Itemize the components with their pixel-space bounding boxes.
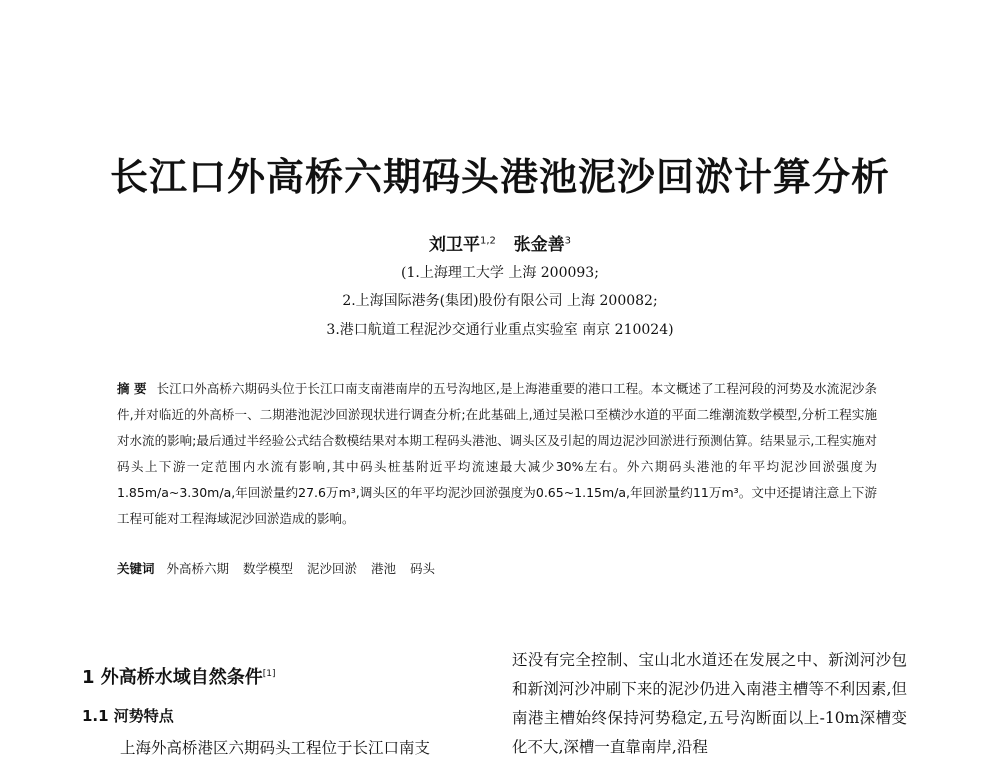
paper-title: 长江口外高桥六期码头港池泥沙回淤计算分析 [109,154,890,199]
affiliation-3: 3.港口航道工程泥沙交通行业重点实验室 南京 210024) [326,322,674,338]
author-affiliation-mark: 3 [564,235,572,247]
section-heading-text: 1 外高桥水域自然条件 [82,667,263,688]
citation-ref: [1] [262,669,276,679]
keyword: 数学模型 [243,561,294,576]
author-name: 刘卫平 [428,235,480,255]
right-column-text: 还没有完全控制、宝山北水道还在发展之中、新浏河沙包和新浏河沙冲刷下来的泥沙仍进入南港主槽等不利因素,但南港主槽始终保持河势稳定,五号沟断面以上-10m深槽变化不大,深槽一直靠南岸,沿程 [512,651,907,756]
section-heading [82,663,482,689]
affiliation-2: 2.上海国际港务(集团)股份有限公司 上海 200082; [342,293,658,309]
keywords [117,559,877,577]
author-affiliation-mark: 1,2 [479,235,496,247]
keyword: 港池 [371,561,397,576]
author-line [0,230,1000,255]
abstract-label: 摘 要 [117,381,147,396]
keyword: 泥沙回淤 [307,561,358,576]
abstract [117,376,877,532]
keywords-label: 关键词 [117,561,155,576]
affiliation-1: (1.上海理工大学 上海 200093; [401,265,599,281]
keyword: 码头 [410,561,436,576]
keyword: 外高桥六期 [166,561,230,576]
author-name: 张金善 [513,235,565,255]
abstract-text: 长江口外高桥六期码头位于长江口南支南港南岸的五号沟地区,是上海港重要的港口工程。本文概述了工程河段的河势及水流泥沙条件,并对临近的外高桥一、二期港池泥沙回淤现状进行调查分析;在此基础上,通过吴淞口至横沙水道的平面二维潮流数学模型,分析工程实施对水流的影响;最后通过半经验公式结合数模结果对本期工程码头港池、调头区及引起的周边泥沙回淤进行预测估算。结果显示,工程实施对码头上下游一定范围内水流有影响,其中码头桩基附近平均流速最大减少30%左右。外六期码头港池的年平均泥沙回淤强度为1.85m/a~3.30m/a,年回淤量约27.6万m³,调头区的年平均泥沙回淤强度为0.65~1.15m/a,年回淤量约11万m³。文中还提请注意上下游工程可能对工程海域泥沙回淤造成的影响。 [117,381,877,526]
subsection-heading: 1.1 河势特点 [82,707,174,725]
left-column [82,655,482,758]
body-paragraph: 上海外高桥港区六期码头工程位于长江口南支 [120,739,431,757]
